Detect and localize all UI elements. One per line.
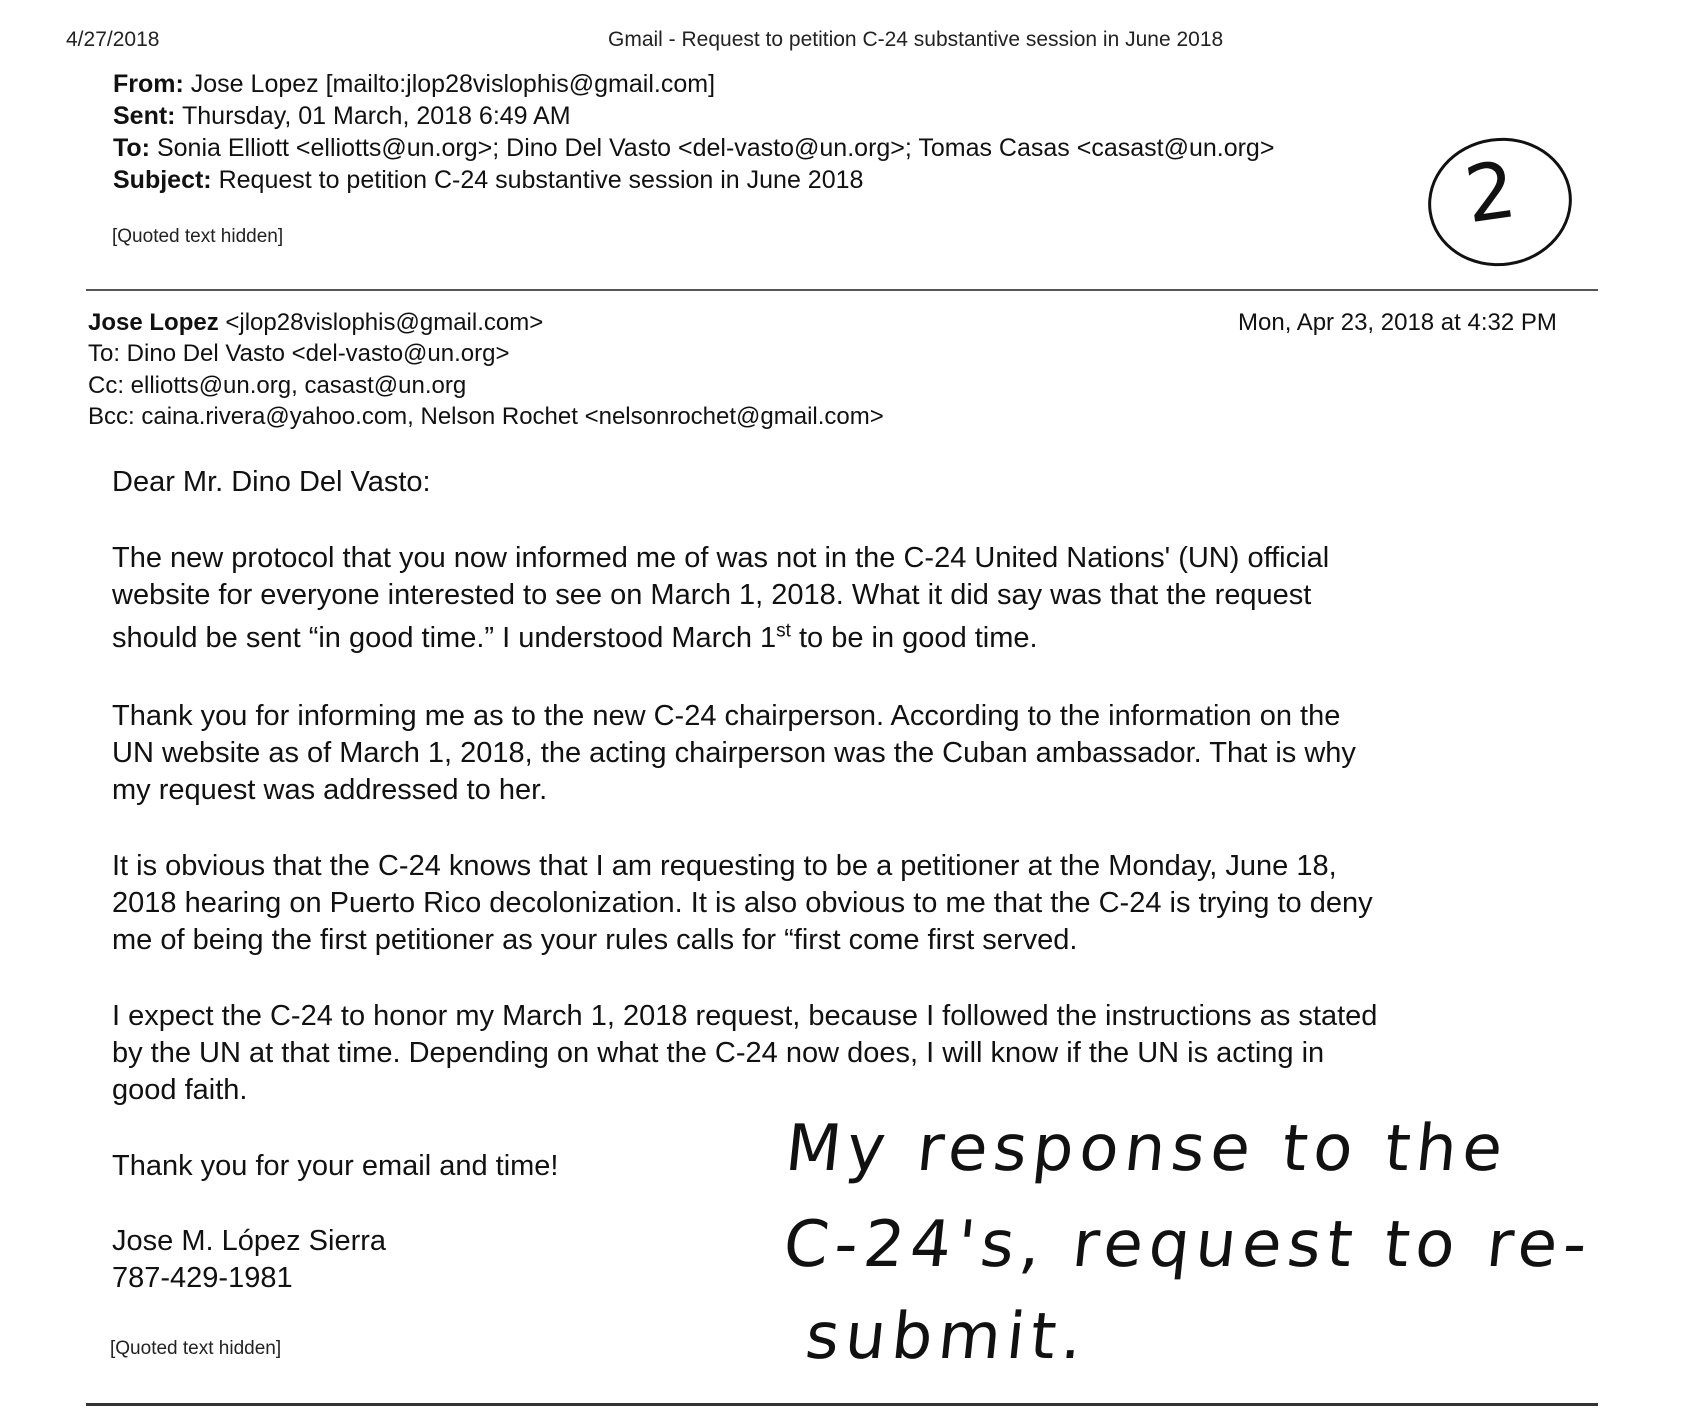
sender-name: Jose Lopez <box>88 309 219 336</box>
paragraph-1 <box>112 540 1612 657</box>
handwritten-note-line-3: submit. <box>802 1300 1092 1374</box>
subject-value: Request to petition C-24 substantive session in June 2018 <box>218 166 864 194</box>
message-date: Mon, Apr 23, 2018 at 4:32 PM <box>1238 309 1557 336</box>
bottom-divider <box>86 1403 1598 1406</box>
signature-phone: 787-429-1981 <box>112 1262 293 1294</box>
ordinal-suffix: st <box>776 620 791 642</box>
paragraph-1-line-3-start: should be sent “in good time.” I understood March 1 <box>112 622 777 654</box>
message-greeting <box>112 464 1612 501</box>
message-divider <box>86 289 1598 291</box>
paragraph-4-line-3: good faith. <box>112 1074 248 1106</box>
paragraph-1-line-3-end: to be in good time. <box>790 622 1038 654</box>
quoted-sent-line <box>113 100 571 132</box>
paragraph-3-line-1: It is obvious that the C-24 knows that I am requesting to be a petitioner at the Monday, June 18, <box>112 850 1337 882</box>
paragraph-2 <box>112 698 1612 809</box>
thanks-text: Thank you for your email and time! <box>112 1150 559 1182</box>
from-value: Jose Lopez [mailto:jlop28vislophis@gmail.com] <box>190 70 716 98</box>
circled-number-annotation <box>1420 129 1580 276</box>
from-label: From: <box>113 70 184 98</box>
print-title: Gmail - Request to petition C-24 substantive session in June 2018 <box>608 28 1224 51</box>
signature-name: Jose M. López Sierra <box>112 1225 387 1257</box>
paragraph-1-line-3 <box>112 620 1612 657</box>
sent-label: Sent: <box>113 102 176 130</box>
paragraph-3-line-2: 2018 hearing on Puerto Rico decolonization. It is also obvious to me that the C-24 is trying to deny <box>112 887 1373 919</box>
handwritten-note-line-1: My response to the <box>782 1112 1512 1186</box>
paragraph-3 <box>112 848 1612 959</box>
handwritten-note-line-2: C-24's, request to re- <box>780 1208 1597 1282</box>
sent-value: Thursday, 01 March, 2018 6:49 AM <box>182 102 571 130</box>
message-to: To: Dino Del Vasto <del-vasto@un.org> <box>88 340 510 367</box>
paragraph-2-line-3: my request was addressed to her. <box>112 774 548 806</box>
greeting-text: Dear Mr. Dino Del Vasto: <box>112 466 431 498</box>
message-bcc: Bcc: caina.rivera@yahoo.com, Nelson Rochet <nelsonrochet@gmail.com> <box>88 403 884 430</box>
quoted-to-line <box>113 132 1274 164</box>
quoted-subject-line <box>113 164 863 196</box>
paragraph-2-line-1: Thank you for informing me as to the new C-24 chairperson. According to the information on the <box>112 700 1341 732</box>
message-cc: Cc: elliotts@un.org, casast@un.org <box>88 372 467 399</box>
paragraph-4-line-2: by the UN at that time. Depending on what the C-24 now does, I will know if the UN is acting in <box>112 1037 1325 1069</box>
paragraph-1-line-2: website for everyone interested to see on March 1, 2018. What it did say was that the request <box>112 579 1312 611</box>
quoted-text-hidden-link-2[interactable]: [Quoted text hidden] <box>110 1338 282 1359</box>
paragraph-4-line-1: I expect the C-24 to honor my March 1, 2018 request, because I followed the instructions as stated <box>112 1000 1378 1032</box>
paragraph-3-line-3: me of being the first petitioner as your rules calls for “first come first served. <box>112 924 1078 956</box>
quoted-text-hidden-link[interactable]: [Quoted text hidden] <box>112 226 284 247</box>
to-label: To: <box>113 134 151 162</box>
message-sender <box>88 307 543 338</box>
sender-email: <jlop28vislophis@gmail.com> <box>225 309 544 336</box>
to-value: Sonia Elliott <elliotts@un.org>; Dino Del Vasto <del-vasto@un.org>; Tomas Casas <casast@un.org> <box>156 134 1275 162</box>
paragraph-2-line-2: UN website as of March 1, 2018, the acting chairperson was the Cuban ambassador. That is why <box>112 737 1356 769</box>
paragraph-4 <box>112 998 1612 1109</box>
subject-label: Subject: <box>113 166 212 194</box>
quoted-from-line <box>113 68 715 100</box>
circled-number: 2 <box>1459 145 1522 242</box>
paragraph-1-line-1: The new protocol that you now informed me of was not in the C-24 United Nations' (UN) official <box>112 542 1330 574</box>
print-date: 4/27/2018 <box>66 28 160 51</box>
